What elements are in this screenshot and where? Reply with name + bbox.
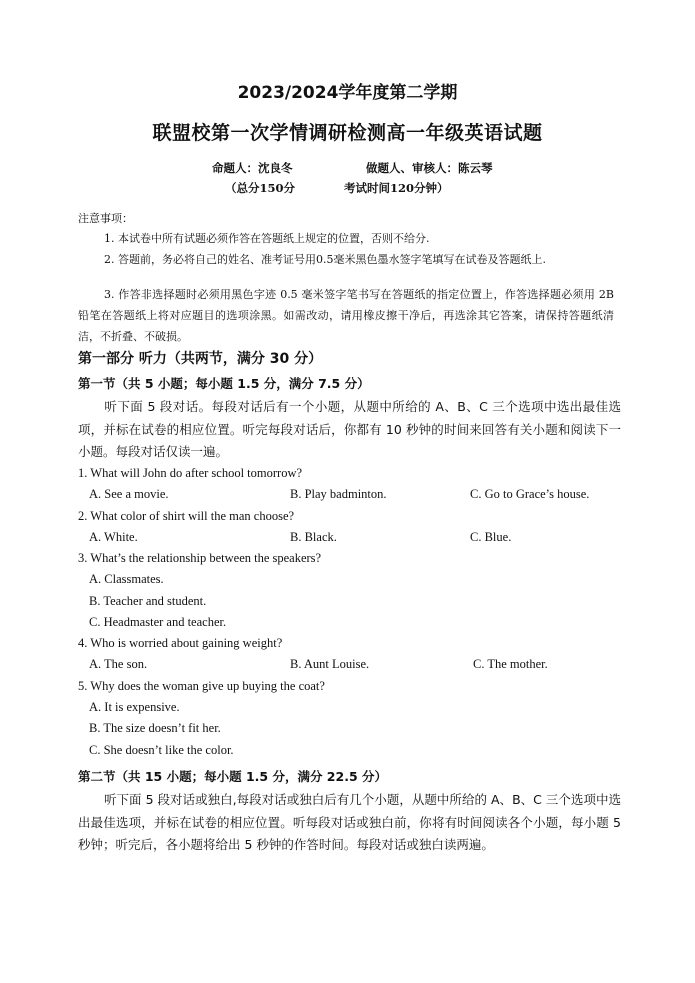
q4-option-b: B. Aunt Louise. [290,657,370,671]
q4-option-a: A. The son. [89,657,148,671]
q5-option-a: A. It is expensive. [89,700,180,714]
question-1: 1. What will John do after school tomorrow? [78,466,303,480]
total-score: （总分150分 [225,181,296,195]
note-item-3: 3. 作答非选择题时必须用黑色字迹 0.5 毫米签字笔书写在答题纸的指定位置上，作答选择题必须用 2B 铅笔在答题纸上将对应题目的选项涂黑。如需改动，请用橡皮擦干净后，再选涂其它答案，请保持答题纸清洁，不折叠、不破损。 [78,288,614,343]
part-one-title: 第一部分 听力（共两节，满分 30 分） [78,351,323,367]
exam-time: 考试时间120分钟） [344,181,449,195]
section-one-instructions: 听下面 5 段对话。每段对话后有一个小题，从题中所给的 A、B、C 三个选项中选出最佳选项，并标在试卷的相应位置。听完每段对话后，你都有 10 秒钟的时间来回答有关小题和阅读下一小题。每段对话仅读一遍。 [78,399,621,459]
question-2: 2. What color of shirt will the man choose? [78,509,295,523]
reviewer-line: 做题人、审核人：陈云琴 [366,161,493,175]
q5-option-b: B. The size doesn’t fit her. [89,721,221,735]
q4-option-c: C. The mother. [473,657,548,671]
question-5: 5. Why does the woman give up buying the coat? [78,679,325,693]
q2-option-a: A. White. [89,530,138,544]
section-two-instructions: 听下面 5 段对话或独白,每段对话或独白后有几个小题，从题中所给的 A、B、C 三个选项中选出最佳选项，并标在试卷的相应位置。听每段对话或独白前，你将有时间阅读各个小题，每小题 5 秒钟；听完后，各小题将给出 5 秒钟的作答时间。每段对话或独白读两遍。 [78,792,621,852]
q3-option-b: B. Teacher and student. [89,594,207,608]
notes-heading: 注意事项： [78,212,133,225]
question-3: 3. What’s the relationship between the speakers? [78,551,322,565]
question-4: 4. Who is worried about gaining weight? [78,636,283,650]
exam-title: 联盟校第一次学情调研检测高一年级英语试题 [152,122,543,144]
note-item-1: 1. 本试卷中所有试题必须作答在答题纸上规定的位置，否则不给分. [104,232,430,245]
q2-option-b: B. Black. [290,530,337,544]
q1-option-c: C. Go to Grace’s house. [470,487,590,501]
q5-option-c: C. She doesn’t like the color. [89,743,234,757]
term-title: 2023/2024学年度第二学期 [237,83,458,103]
setter-line: 命题人：沈良冬 [212,161,293,175]
q3-option-a: A. Classmates. [89,572,164,586]
q3-option-c: C. Headmaster and teacher. [89,615,227,629]
section-one-title: 第一节（共 5 小题；每小题 1.5 分，满分 7.5 分） [78,376,370,391]
q1-option-b: B. Play badminton. [290,487,387,501]
q1-option-a: A. See a movie. [89,487,169,501]
note-item-2: 2. 答题前，务必将自己的姓名、准考证号用0.5毫米黑色墨水签字笔填写在试卷及答题纸上. [104,253,546,266]
section-two-title: 第二节（共 15 小题；每小题 1.5 分，满分 22.5 分） [78,769,387,784]
q2-option-c: C. Blue. [470,530,512,544]
